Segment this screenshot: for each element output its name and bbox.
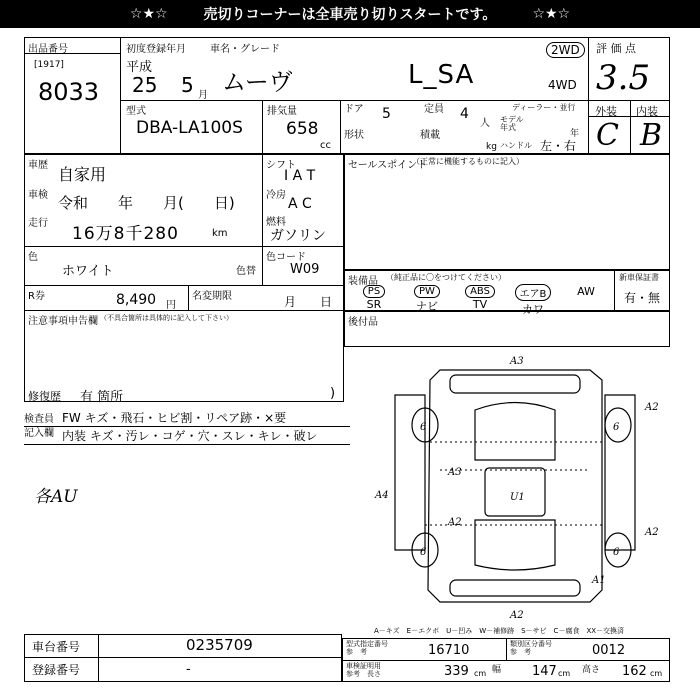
registration: - — [186, 662, 191, 677]
year-unit: 年 — [570, 129, 580, 139]
lot-number: 8033 — [38, 78, 100, 106]
divider — [342, 660, 670, 661]
color-code: W09 — [290, 262, 320, 277]
grade: L_SA — [408, 60, 475, 90]
width-unit: cm — [558, 669, 571, 678]
divider — [24, 444, 350, 445]
repair: 有 箇所 — [80, 390, 124, 405]
usage: 自家用 — [58, 165, 107, 184]
divider — [24, 657, 342, 658]
mileage-unit: km — [212, 228, 228, 239]
model-code: DBA-LA100S — [136, 118, 243, 138]
sales-point-label: セールスポイント — [348, 160, 428, 171]
aftermarket-section — [344, 311, 670, 347]
banner-text: 売切りコーナーは全車売り切りスタートです。 — [203, 7, 497, 23]
interior-label: 内装 — [636, 105, 658, 118]
divider — [24, 310, 344, 311]
repair-bracket: ) — [330, 386, 336, 401]
damage-mark: A1 — [592, 575, 606, 586]
damage-mark: A3 — [510, 356, 524, 367]
damage-mark: U1 — [510, 492, 525, 503]
shift: I A T — [284, 168, 316, 184]
aftermarket-label: 後付品 — [348, 317, 378, 328]
divider — [120, 37, 121, 154]
damage-mark: A2 — [645, 527, 659, 538]
reg-month: 5 — [181, 73, 194, 97]
reg-year: 25 — [132, 73, 158, 97]
inspector-label-1: 検査員 — [24, 414, 54, 425]
displacement: 658 — [286, 119, 319, 139]
divider — [262, 100, 263, 154]
drive-2wd-badge: 2WD — [546, 42, 585, 58]
color-code-label: 色コード — [266, 252, 306, 263]
color-change-label: 色替 — [236, 266, 256, 277]
equipment-ps: PS SR — [350, 284, 398, 317]
damage-mark: A2 — [510, 610, 524, 621]
banner-stars-right: ☆★☆ — [532, 6, 571, 22]
divider — [506, 638, 507, 660]
height: 162 — [622, 664, 647, 679]
recycle-unit: 円 — [166, 300, 176, 311]
damage-mark: A2 — [645, 402, 659, 413]
load-label: 積載 — [420, 130, 440, 141]
inspector-row-1: FW キズ・飛石・ヒビ割・リペア跡・×要 — [62, 411, 287, 425]
drive-4wd: 4WD — [548, 78, 577, 92]
name-change-label: 名変期限 — [192, 291, 232, 302]
length: 339 — [444, 664, 469, 679]
divider — [340, 100, 341, 154]
usage-label: 車歴 — [28, 160, 48, 171]
tire-mark-rl: 6 — [420, 547, 427, 558]
vin-label: 車台番号 — [32, 640, 81, 654]
doors: 5 — [382, 106, 391, 122]
color: ホワイト — [62, 264, 114, 279]
height-label: 高さ — [582, 665, 601, 675]
type-cert-label: 型式指定番号 参 考 — [346, 640, 388, 656]
shape-label: 形状 — [344, 130, 364, 141]
car-name: ムーヴ — [222, 68, 293, 96]
sales-point-sub: （正常に機能するものに記入） — [412, 157, 524, 166]
tire-mark-fr: 6 — [613, 422, 620, 433]
divider — [614, 270, 615, 311]
model-label: 型式 — [126, 106, 146, 117]
length-label: 車検証明用 参考 長さ — [346, 662, 381, 678]
notes-label: 注意事項申告欄 — [28, 316, 98, 327]
damage-mark: A2 — [448, 517, 462, 528]
equipment-airbag: エアB カワ — [509, 284, 557, 317]
inspector-row-2: 内装 キズ・汚レ・コゲ・穴・スレ・キレ・破レ — [62, 429, 318, 443]
diagram-legend: A－キズ E－エクボ U－凹み W－補修跡 S－サビ C－腐食 XX－交換済 — [374, 627, 625, 635]
exterior-label: 外装 — [595, 105, 617, 118]
divider — [588, 37, 589, 154]
car-name-label: 車名・グレード — [210, 44, 280, 55]
score-label: 評 価 点 — [596, 42, 636, 55]
new-car: 有・無 — [624, 291, 661, 305]
vin: 0235709 — [186, 636, 253, 654]
divider — [262, 154, 263, 246]
capacity-unit: 人 — [480, 118, 490, 129]
equipment-pw: PW ナビ — [416, 286, 438, 313]
fuel-label: 燃料 — [266, 217, 286, 228]
displacement-unit: cc — [320, 140, 331, 151]
inspection-label: 車検 — [28, 190, 48, 201]
model-year-label: モデル 年式 — [500, 115, 524, 132]
mileage-label: 走行 — [28, 218, 48, 229]
interior-grade: B — [640, 118, 663, 153]
divider — [24, 246, 344, 247]
equipment-label: 装備品 — [348, 276, 378, 287]
equipment-aw: AW — [577, 285, 595, 298]
name-change: 月 日 — [284, 295, 333, 309]
score: 3.5 — [596, 58, 651, 98]
width: 147 — [532, 664, 557, 679]
class-number: 0012 — [592, 643, 626, 658]
first-reg-label: 初度登録年月 — [126, 44, 186, 55]
fuel: ガソリン — [270, 228, 326, 244]
capacity: 4 — [460, 106, 469, 122]
recycle-fee: 8,490 — [116, 292, 157, 308]
tire-mark-rr: 6 — [613, 547, 620, 558]
repair-label: 修復歴 — [28, 390, 61, 403]
divider — [588, 100, 670, 101]
ac-label: 冷房 — [266, 190, 286, 201]
notes-sub: （不具合箇所は具体的に記入して下さい） — [100, 314, 233, 322]
registration-label: 登録番号 — [32, 663, 81, 677]
divider — [24, 285, 344, 286]
new-car-label: 新車保証書 — [619, 273, 659, 282]
color-label: 色 — [28, 252, 38, 263]
door-label: ドア — [344, 104, 364, 115]
shift-label: シフト — [266, 160, 296, 171]
capacity-label: 定員 — [424, 104, 444, 115]
damage-mark: A4 — [375, 490, 389, 501]
kg-label: kg — [486, 142, 497, 152]
mileage: 16万8千280 — [72, 224, 179, 244]
equipment-abs: ABS TV — [456, 284, 504, 317]
handle-label: ハンドル — [500, 141, 532, 150]
length-unit: cm — [474, 669, 487, 678]
month-unit: 月 — [198, 90, 208, 101]
handle: 左・右 — [540, 139, 577, 153]
height-unit: cm — [650, 669, 663, 678]
era: 平成 — [126, 60, 153, 75]
divider — [188, 285, 189, 310]
tire-mark-fl: 6 — [420, 422, 427, 433]
lot-sub: [1917] — [34, 60, 64, 70]
dealer-label: ディーラー・並行 — [512, 103, 576, 112]
divider — [24, 426, 350, 427]
lot-label: 出品番号 — [28, 44, 68, 55]
banner-stars-left: ☆★☆ — [129, 6, 168, 22]
displacement-label: 排気量 — [267, 106, 297, 117]
recycle-label: R券 — [28, 291, 45, 302]
car-damage-diagram — [375, 350, 670, 625]
ac: A C — [288, 196, 312, 212]
sales-point-section — [344, 154, 670, 270]
width-label: 幅 — [492, 665, 502, 675]
top-banner — [0, 0, 700, 28]
equipment-sub: （純正品に〇をつけてください） — [386, 273, 506, 282]
inspection: 令和 年 月( 日) — [58, 194, 235, 212]
class-label: 類別区分番号 参 考 — [510, 640, 552, 656]
divider — [98, 634, 99, 682]
divider — [262, 246, 263, 285]
inspector-label-2: 記入欄 — [24, 428, 54, 439]
exterior-grade: C — [596, 118, 619, 153]
damage-mark: A3 — [448, 467, 462, 478]
type-cert: 16710 — [428, 643, 470, 658]
inspector-note: 各AU — [34, 487, 78, 507]
divider — [630, 100, 631, 154]
